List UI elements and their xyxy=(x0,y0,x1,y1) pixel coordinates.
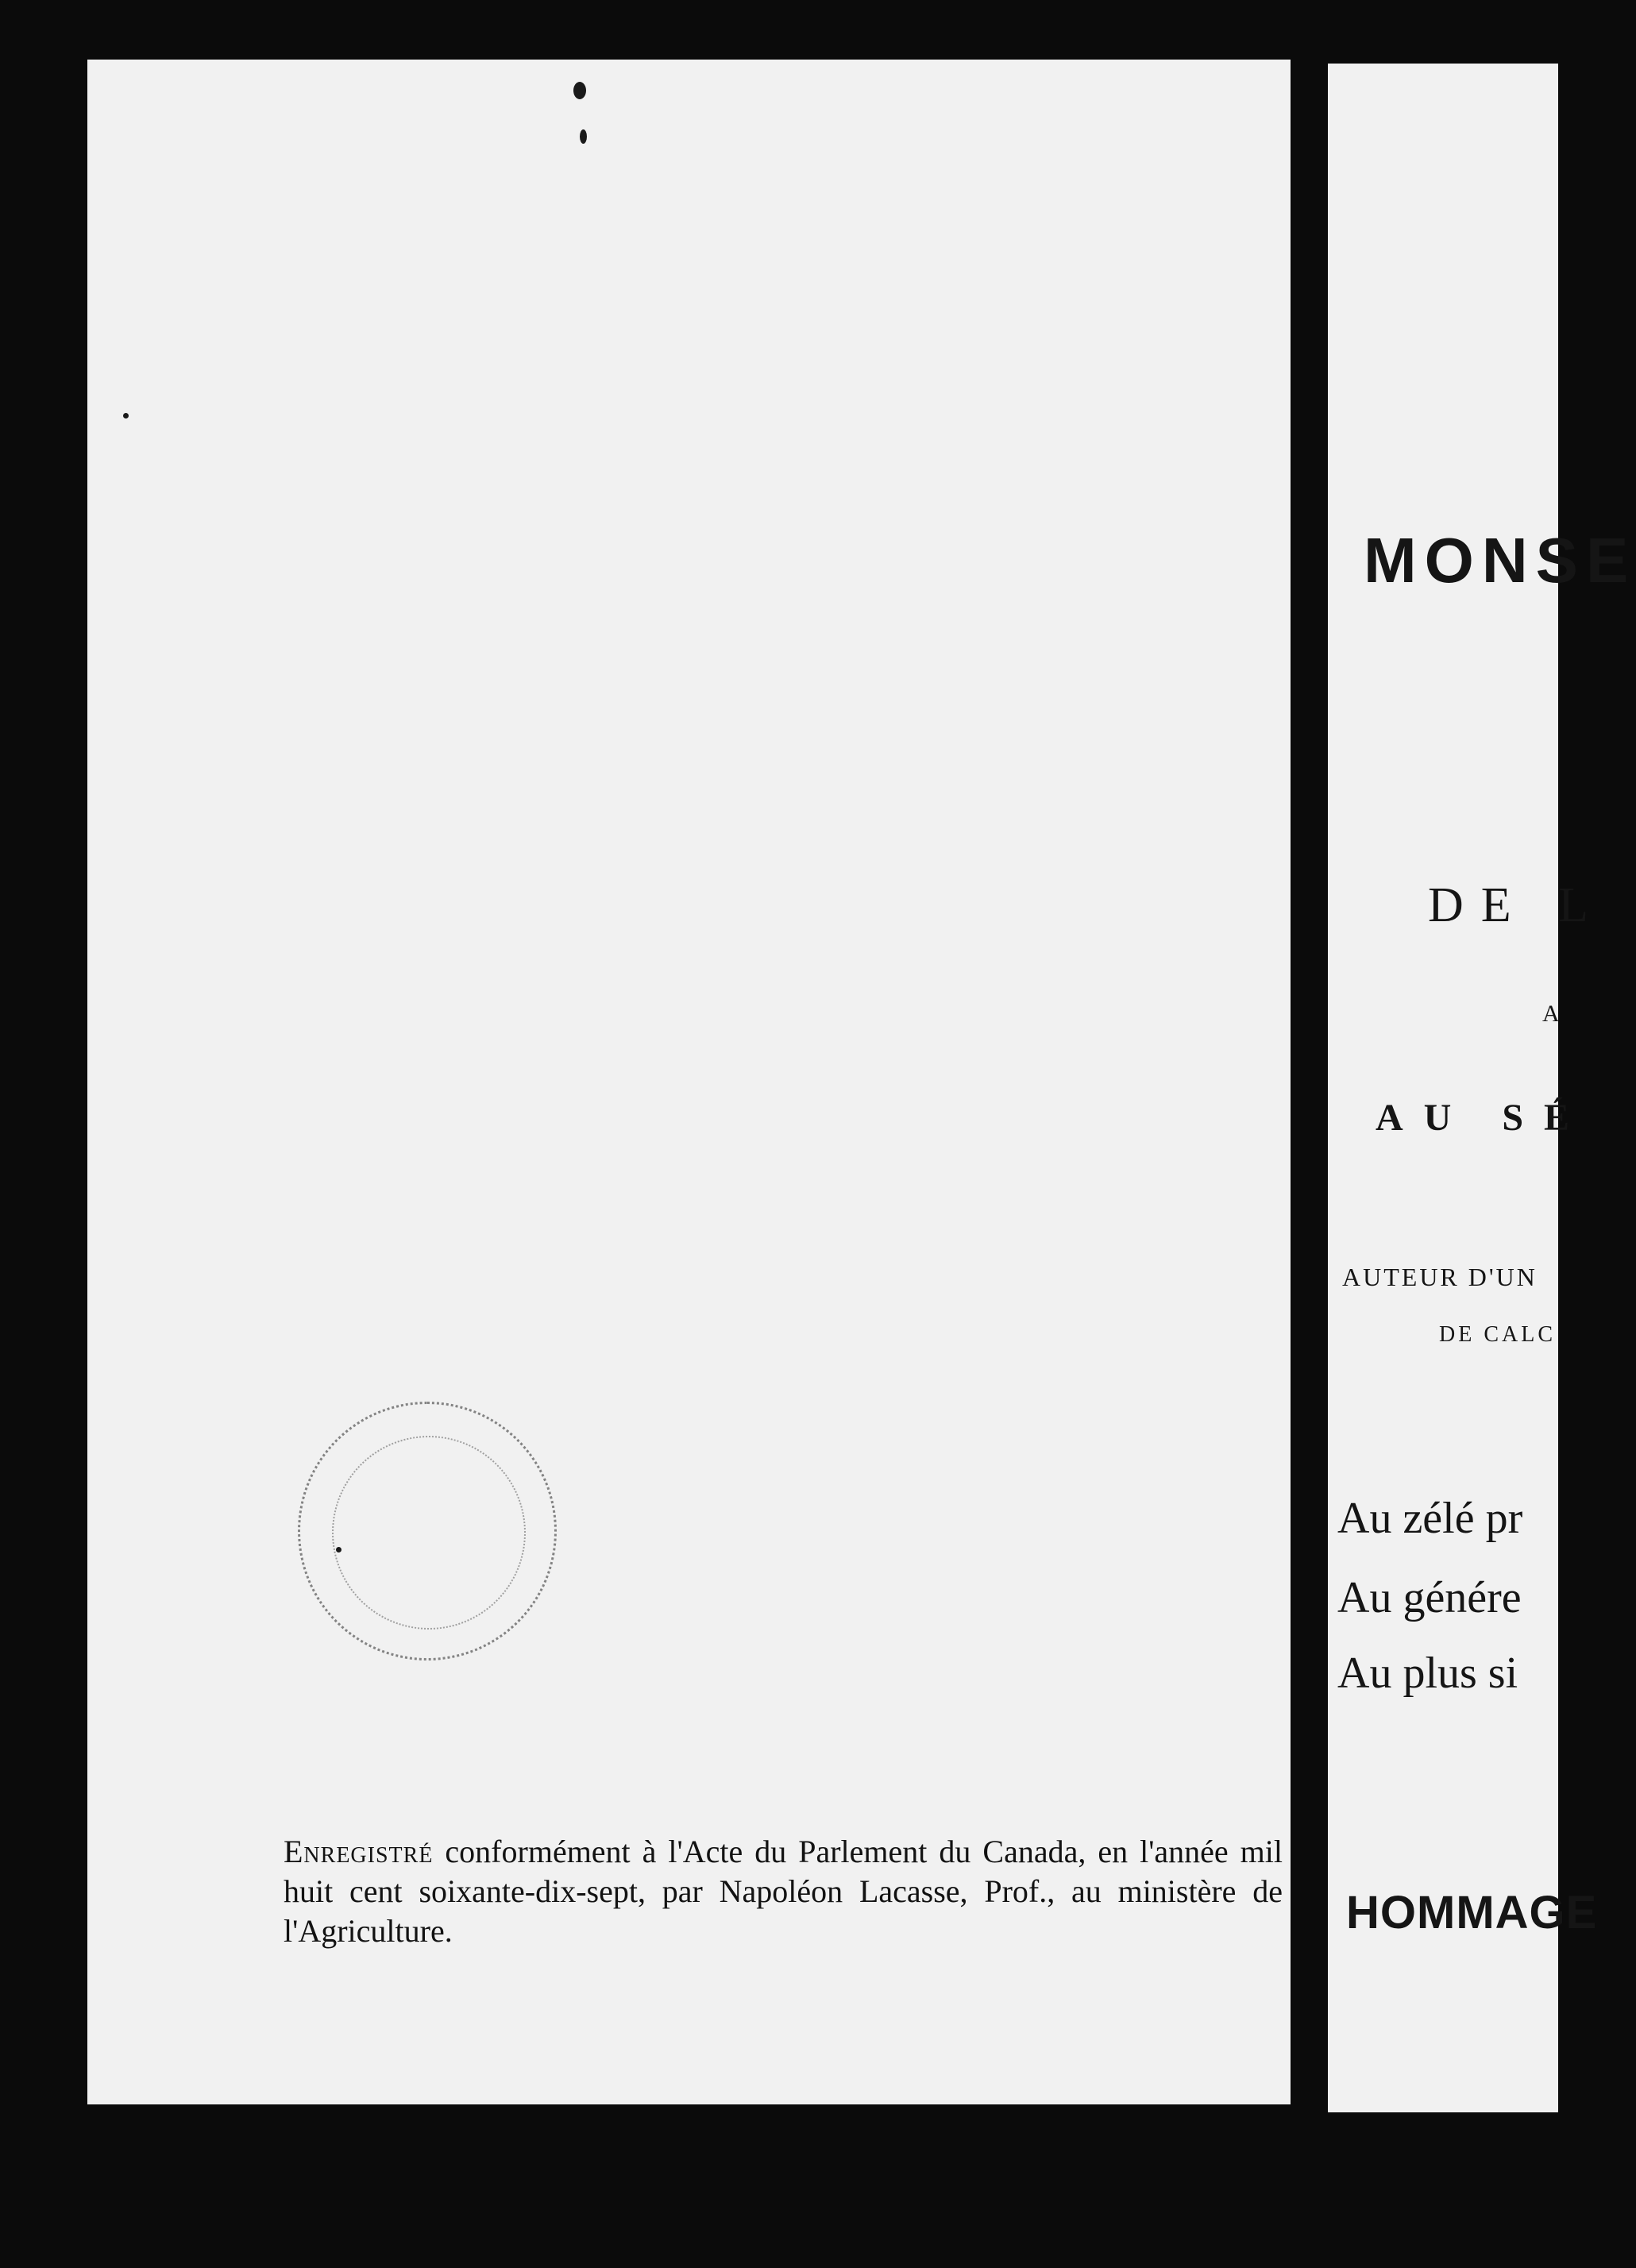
dedication-line: DE L xyxy=(1428,878,1607,932)
dedication-line: AU SÉ xyxy=(1376,1097,1591,1139)
copyright-text: conformément à l'Acte du Parlement du Canada, en l'année mil huit cent soixante-dix-sept, par Napoléon Lacasse, Prof., au ministère de l'Agriculture. xyxy=(284,1834,1283,1949)
library-stamp-inner-ring xyxy=(332,1436,526,1630)
verse-line: Au plus si xyxy=(1337,1649,1518,1698)
dedication-name: MONSE xyxy=(1364,525,1636,596)
ink-spot xyxy=(336,1547,341,1552)
dedication-line: A xyxy=(1542,1001,1560,1027)
ink-spot xyxy=(573,82,586,99)
right-page xyxy=(1328,64,1636,2112)
book-spine xyxy=(1291,56,1328,2120)
verse-line: Au zélé pr xyxy=(1337,1494,1523,1543)
copyright-lead-word: Enregistré xyxy=(284,1834,434,1869)
hommage-line: HOMMAGE xyxy=(1346,1887,1598,1938)
library-stamp xyxy=(298,1402,557,1660)
dedication-line: AUTEUR D'UN xyxy=(1342,1263,1538,1291)
copyright-notice xyxy=(284,1832,1283,1951)
dedication-line: DE CALC xyxy=(1439,1322,1556,1347)
left-page xyxy=(87,60,1291,2104)
verse-line: Au génére xyxy=(1337,1573,1522,1622)
ink-spot xyxy=(580,129,587,144)
ink-spot xyxy=(123,413,129,418)
